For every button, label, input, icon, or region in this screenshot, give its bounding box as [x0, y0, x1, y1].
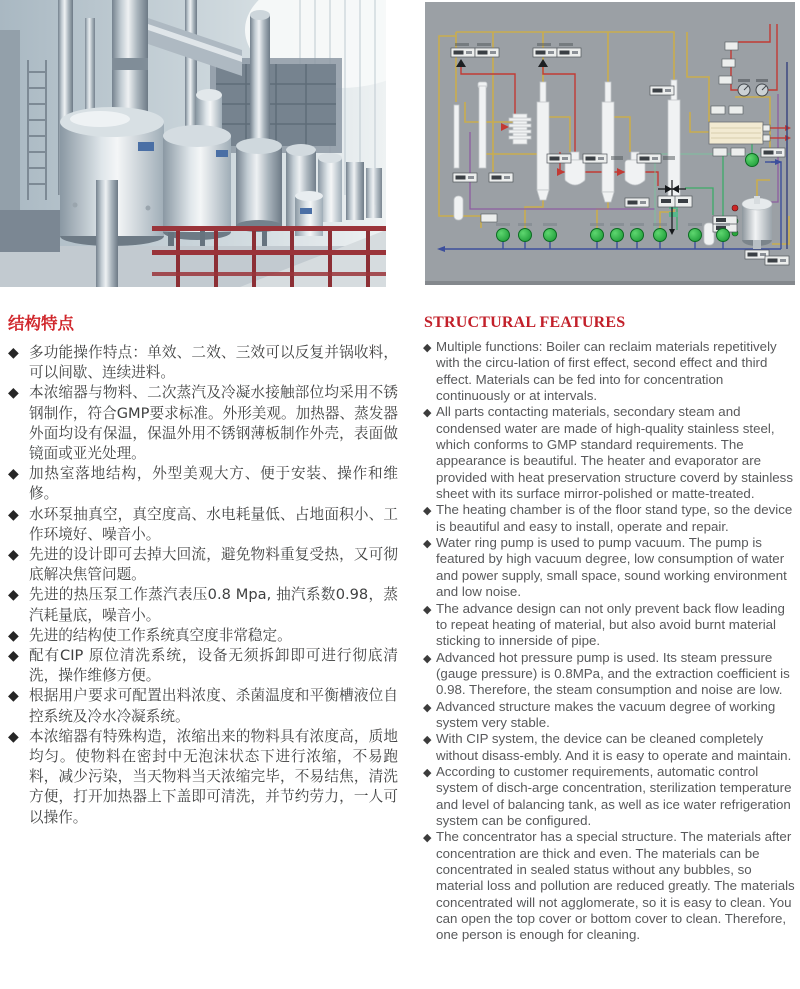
diamond-bullet-icon: ◆	[8, 627, 19, 644]
section-title-cn: 结构特点	[8, 314, 74, 333]
feature-item-en	[424, 535, 797, 600]
feature-item-en	[424, 502, 797, 535]
section-title-en: STRUCTURAL FEATURES	[424, 314, 626, 331]
feature-item-en	[424, 829, 797, 943]
feature-item-en	[424, 731, 797, 764]
features-en-list	[424, 339, 797, 944]
feature-item-cn	[8, 646, 398, 686]
feature-item-text: The heating chamber is of the floor stand type, so the device is beautiful and easy to install, operate and repair.	[436, 502, 793, 534]
feature-item-text: With CIP system, the device can be cleaned completely without disass-embly. And it is easy to operate and maintain.	[436, 731, 792, 763]
feature-item-en	[424, 404, 797, 502]
feature-item-text: 水环泵抽真空，真空度高、水电耗量低、占地面积小、工作环境好、噪音小。	[29, 505, 398, 543]
feature-item-en	[424, 601, 797, 650]
feature-item-text: The advance design can not only prevent back flow leading to repeat heating of material, but also avoid burnt material sticking to innerside of pipe.	[436, 600, 785, 649]
process-control-diagram-art	[425, 2, 795, 285]
diamond-bullet-icon: ◆	[423, 407, 432, 420]
feature-item-text: 本浓缩器与物料、二次蒸汽及冷凝水接触部位均采用不锈钢制作，符合GMP要求标准。外形美观。加热器、蒸发器外面均设有保温，保温外用不锈钢薄板制作外壳，表面做镜面或亚光处理。	[29, 384, 398, 463]
diamond-bullet-icon: ◆	[8, 688, 19, 705]
feature-item-text: Water ring pump is used to pump vacuum. The pump is featured by high vacuum degree, low consumption of water and power supply, small space, sound working environment and low noise.	[436, 535, 787, 600]
diamond-bullet-icon: ◆	[8, 385, 19, 402]
diamond-bullet-icon: ◆	[8, 345, 19, 361]
feature-item-en	[424, 339, 797, 404]
diamond-bullet-icon: ◆	[423, 538, 432, 551]
diamond-bullet-icon: ◆	[8, 648, 19, 665]
diamond-bullet-icon: ◆	[8, 466, 19, 483]
equipment-photo	[0, 0, 386, 287]
feature-item-cn	[8, 727, 398, 828]
feature-item-cn	[8, 343, 398, 383]
feature-item-en	[424, 650, 797, 699]
feature-item-cn	[8, 626, 398, 646]
feature-item-text: 多功能操作特点：单效、二效、三效可以反复并锅收料，可以间歇、连续进料。	[29, 344, 398, 382]
feature-item-cn	[8, 545, 398, 585]
feature-item-en	[424, 699, 797, 732]
feature-item-text: All parts contacting materials, secondary steam and condensed water are made of high-quality stainless steel, which conforms to GMP standard requirements. The appearance is beautiful. The heater and evaporator are provided with heat preservation structure coverd by stainless sheet with its surface mirror-polished or matte-treated.	[436, 404, 793, 502]
feature-item-text: 先进的设计即可去掉大回流，避免物料重复受热，又可彻底解决焦管问题。	[29, 546, 398, 584]
feature-item-text: 加热室落地结构，外型美观大方、便于安装、操作和维修。	[29, 465, 398, 503]
diamond-bullet-icon: ◆	[423, 734, 432, 747]
diamond-bullet-icon: ◆	[423, 603, 432, 616]
feature-item-text: The concentrator has a special structure. The materials after concentration are thick and even. The materials can be concentrated in sealed status without any bubbles, so material loss and pollution are reduced greatly. The materials concentrated will not agglomerate, so it is easy to clean. You can open the top cover or bottom cover to clean. Therefore, one person is enough for cleaning.	[436, 829, 795, 943]
diamond-bullet-icon: ◆	[8, 506, 19, 523]
evaporator-plant-photo-art	[0, 0, 386, 287]
feature-item-text: Advanced structure makes the vacuum degree of working system very stable.	[436, 698, 776, 730]
features-en-section	[424, 314, 797, 944]
features-cn-list	[8, 343, 398, 828]
feature-item-cn	[8, 585, 398, 625]
feature-item-text: Advanced hot pressure pump is used. Its steam pressure (gauge pressure) is 0.8MPa, and the extraction coefficient is 0.98. Therefore, the steam consumption and noise are low.	[436, 649, 790, 698]
diamond-bullet-icon: ◆	[8, 728, 19, 745]
feature-item-text: 先进的结构使工作系统真空度非常稳定。	[29, 626, 292, 644]
diamond-bullet-icon: ◆	[8, 587, 19, 604]
feature-item-text: According to customer requirements, automatic control system of disch-arge concentration, sterilization temperature and level of balancing tank, as well as ice water refrigeration system can be configured.	[436, 763, 792, 828]
feature-item-cn	[8, 505, 398, 545]
diamond-bullet-icon: ◆	[423, 652, 432, 665]
feature-item-cn	[8, 464, 398, 504]
feature-item-text: 本浓缩器有特殊构造，浓缩出来的物料具有浓度高，质地均匀。使物料在密封中无泡沫状态下进行浓缩，不易跑料，减少污染，当天物料当天浓缩完毕，不易结焦，清洗方便，打开加热器上下盖即可清洗，并节约劳力，一人可以操作。	[29, 727, 398, 826]
feature-item-en	[424, 764, 797, 829]
feature-item-text: 根据用户要求可配置出料浓度、杀菌温度和平衡槽液位自控系统及冷水冷凝系统。	[29, 687, 398, 725]
diamond-bullet-icon: ◆	[423, 701, 432, 714]
feature-item-text: 配有CIP 原位清洗系统，设备无须拆卸即可进行彻底清洗，操作维修方便。	[29, 647, 398, 685]
feature-item-cn	[8, 686, 398, 726]
diamond-bullet-icon: ◆	[423, 832, 432, 845]
feature-item-text: Multiple functions: Boiler can reclaim materials repetitively with the circu-lation of first effect, second effect and third effect. Materials can be fed into for concentration continuously or at intervals.	[436, 339, 777, 404]
diamond-bullet-icon: ◆	[423, 342, 432, 354]
features-cn-section	[8, 310, 398, 828]
diamond-bullet-icon: ◆	[8, 547, 19, 564]
hmi-diagram	[425, 2, 795, 285]
diamond-bullet-icon: ◆	[423, 766, 432, 779]
feature-item-cn	[8, 383, 398, 464]
diamond-bullet-icon: ◆	[423, 505, 432, 518]
feature-item-text: 先进的热压泵工作蒸汽表压0.8 Mpa, 抽汽系数0.98，蒸汽耗量底，噪音小。	[29, 586, 398, 624]
